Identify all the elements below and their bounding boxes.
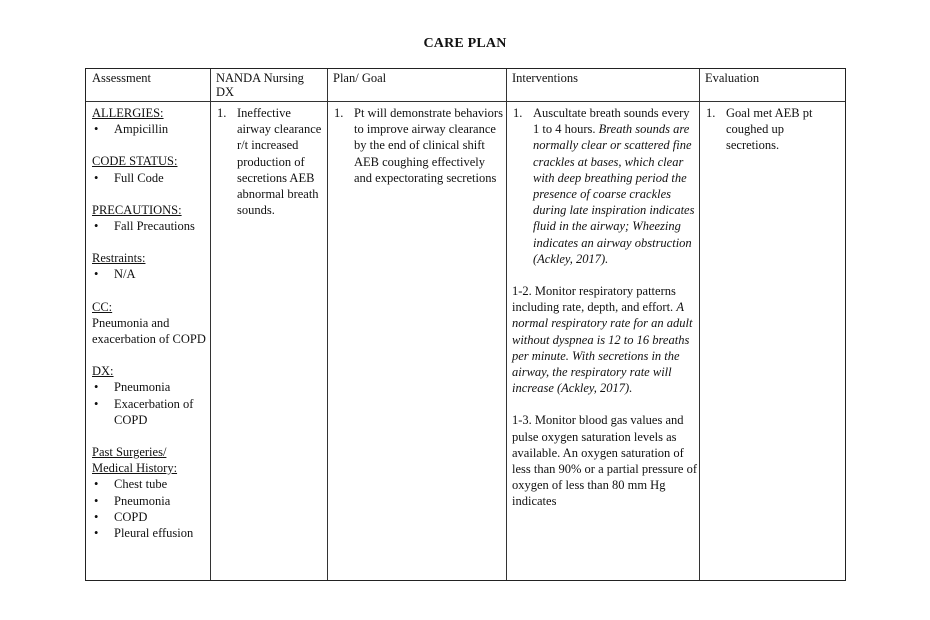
list-item: • Fall Precautions xyxy=(92,218,208,234)
plan-goal-text: Pt will demonstrate behaviors to improve airway clearance by the end of clinical shift AEB coughing effectively and expectorating secretions xyxy=(354,106,503,185)
diagnosis-section xyxy=(92,363,208,428)
intervention-3 xyxy=(512,412,697,509)
list-number: 1. xyxy=(513,106,523,120)
intervention-text: 1-3. Monitor blood gas values and pulse oxygen saturation levels as available. An oxygen saturation of less than 90% or a partial pressure of oxygen of less than 80 mm Hg indicates xyxy=(512,413,698,509)
column-divider xyxy=(327,69,328,580)
intervention-rationale: A normal respiratory rate for an adult without dyspnea is 12 to 16 breaths per minute. With secretions in the airway, the respiratory rate will increase (Ackley, 2017). xyxy=(512,300,693,396)
intervention-text: Auscultate breath sounds every 1 to 4 hours. xyxy=(533,106,690,137)
page-title: CARE PLAN xyxy=(423,36,507,51)
column-divider xyxy=(210,69,211,580)
allergies-section xyxy=(92,105,208,137)
list-number: 1. xyxy=(706,106,716,120)
chief-complaint-section xyxy=(92,299,208,348)
intervention-2 xyxy=(512,283,697,396)
nanda-dx-text: Ineffective airway clearance r/t increased production of secretions AEB abnormal breath sounds. xyxy=(237,106,322,218)
evaluation-cell xyxy=(705,105,835,154)
list-item: • Chest tube xyxy=(92,476,208,492)
header-assessment: Assessment xyxy=(92,71,152,85)
nanda-dx-cell xyxy=(216,105,322,218)
intervention-rationale: Breath sounds are normally clear or scattered fine crackles at bases, which clear with deep breathing period the presence of coarse crackles during late inspiration indicates fluid in the airway; Wheezing indicates an airway obstruction (Ackley, 2017). xyxy=(533,122,695,266)
header-interventions: Interventions xyxy=(512,71,578,85)
cc-label: CC: xyxy=(92,299,113,314)
history-section xyxy=(92,444,208,541)
code-status-section xyxy=(92,153,208,185)
list-item: • COPD xyxy=(92,509,208,525)
list-item: • Exacerbation of COPD xyxy=(92,396,208,428)
list-item: • Pneumonia xyxy=(92,493,208,509)
history-label: Past Surgeries/ Medical History: xyxy=(92,445,178,476)
header-evaluation: Evaluation xyxy=(705,71,760,85)
column-divider xyxy=(506,69,507,580)
list-item: • N/A xyxy=(92,266,208,282)
dx-label: DX: xyxy=(92,364,114,379)
list-number: 1. xyxy=(217,106,227,120)
code-status-label: CODE STATUS: xyxy=(92,154,178,169)
restraints-label: Restraints: xyxy=(92,251,146,266)
plan-goal-cell xyxy=(333,105,503,186)
list-item: • Ampicillin xyxy=(92,121,208,137)
list-item: • Pleural effusion xyxy=(92,525,208,541)
column-divider xyxy=(699,69,700,580)
list-item: • Pneumonia xyxy=(92,379,208,395)
precautions-label: PRECAUTIONS: xyxy=(92,202,182,217)
evaluation-text: Goal met AEB pt coughed up secretions. xyxy=(726,106,813,153)
allergies-label: ALLERGIES: xyxy=(92,106,164,120)
intervention-1 xyxy=(512,105,697,267)
header-plan-goal: Plan/ Goal xyxy=(333,71,387,85)
header-divider xyxy=(86,101,845,102)
intervention-text: 1-2. Monitor respiratory patterns including rate, depth, and effort. xyxy=(512,284,676,315)
care-plan-table xyxy=(85,68,846,581)
restraints-section xyxy=(92,250,208,282)
header-nanda-dx: NANDA Nursing DX xyxy=(216,71,304,99)
list-number: 1. xyxy=(334,106,344,120)
precautions-section xyxy=(92,202,208,234)
interventions-cell xyxy=(512,105,697,510)
cc-text: Pneumonia and exacerbation of COPD xyxy=(92,315,206,347)
assessment-cell xyxy=(92,105,208,541)
list-item: • Full Code xyxy=(92,170,208,186)
